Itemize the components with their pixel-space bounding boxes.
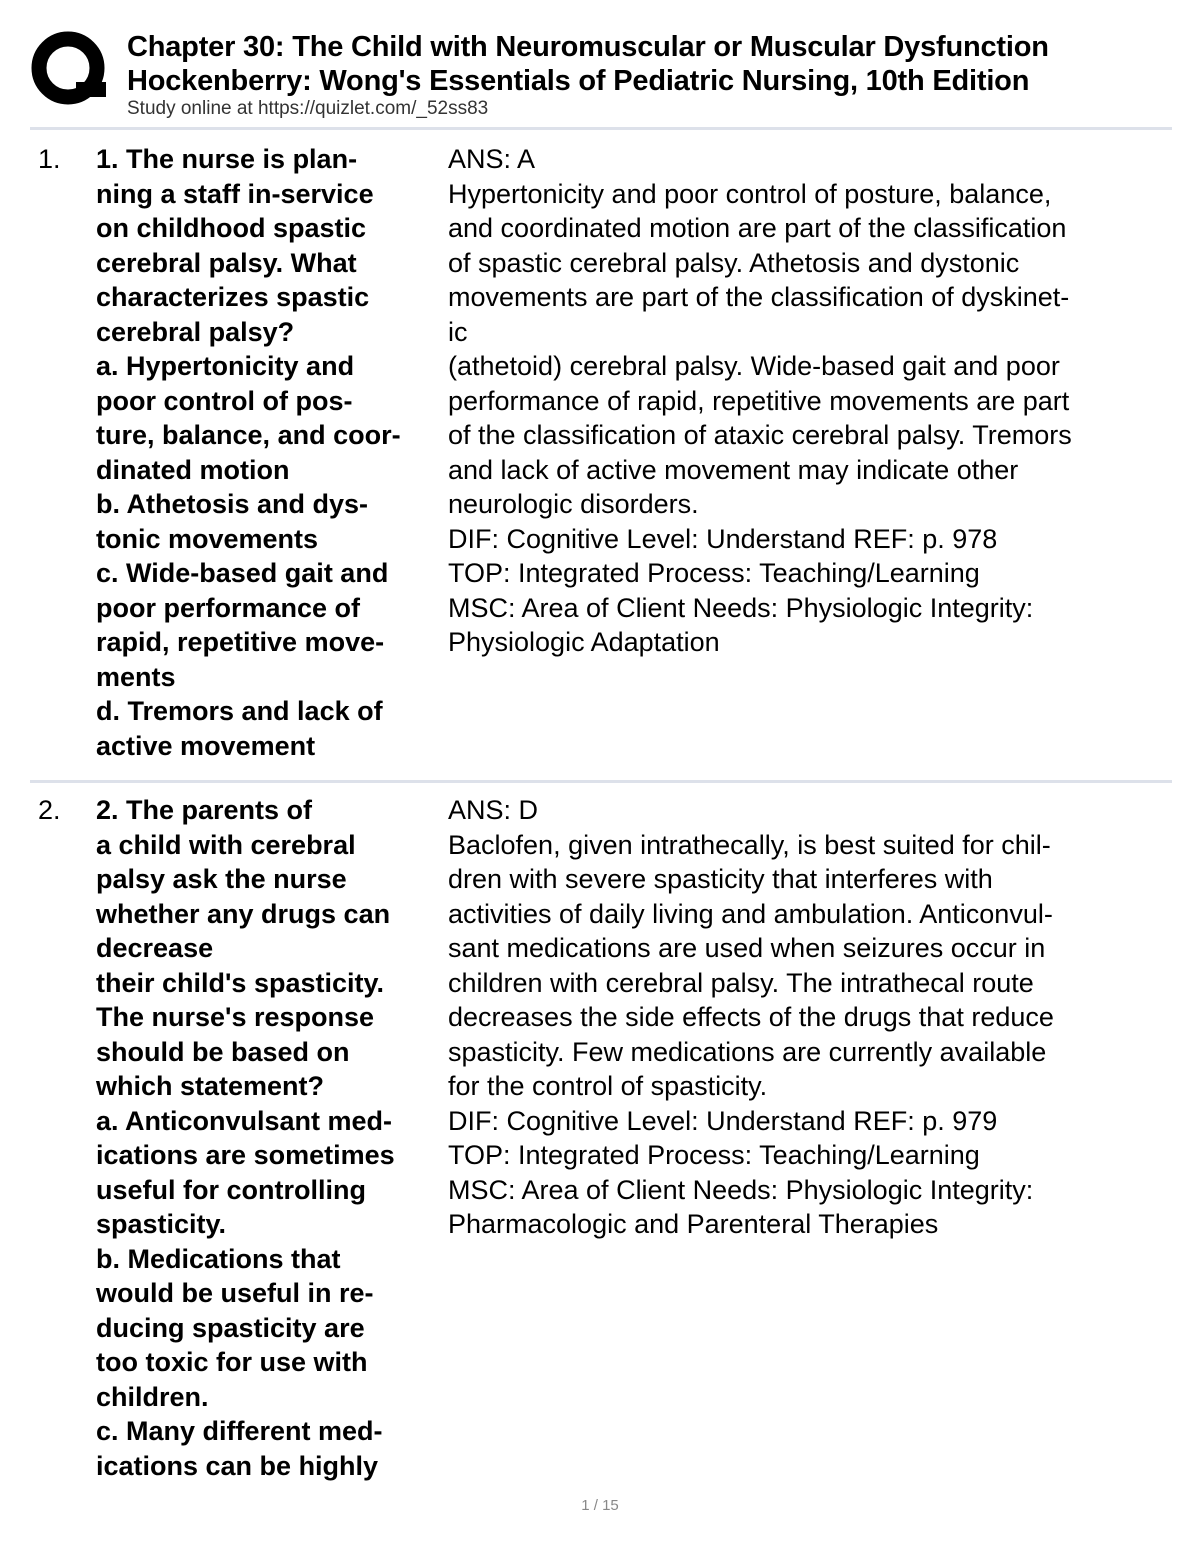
answer-line: Pharmacologic and Parenteral Therapies — [448, 1209, 939, 1239]
answer-line: MSC: Area of Client Needs: Physiologic Integrity: — [448, 592, 1034, 623]
question-line: dinated motion — [96, 454, 290, 485]
answer-line: spasticity. Few medications are currently available — [448, 1036, 1047, 1067]
answer-line: of spastic cerebral palsy. Athetosis and dystonic — [448, 247, 1020, 278]
answer-line: MSC: Area of Client Needs: Physiologic Integrity: — [448, 1174, 1034, 1205]
answer-line: ANS: D — [448, 795, 539, 825]
title-line-1: Chapter 30: The Child with Neuromuscular or Muscular Dysfunction — [127, 31, 1049, 63]
question-line: b. Athetosis and dys- — [96, 489, 369, 519]
question-line: c. Wide-based gait and — [96, 558, 389, 588]
question-line: ments — [96, 661, 176, 692]
answer-line: and coordinated motion are part of the classification — [448, 213, 1067, 243]
card-question — [96, 793, 441, 1483]
card-number: 1. — [38, 144, 61, 174]
question-line: active movement — [96, 730, 316, 761]
question-line: palsy ask the nurse — [96, 864, 347, 894]
question-line: The nurse's response — [96, 1002, 375, 1032]
answer-line: TOP: Integrated Process: Teaching/Learning — [448, 1140, 980, 1170]
question-line: 2. The parents of — [96, 795, 313, 825]
answer-line: children with cerebral palsy. The intrathecal route — [448, 967, 1034, 998]
question-line: spasticity. — [96, 1209, 227, 1239]
answer-line: decreases the side effects of the drugs that reduce — [448, 1002, 1054, 1032]
card-answer — [448, 793, 1168, 1242]
document-header — [127, 30, 1049, 120]
answer-line: ANS: A — [448, 144, 536, 174]
question-line: whether any drugs can — [96, 898, 391, 929]
answer-line: Physiologic Adaptation — [448, 627, 720, 657]
question-line: should be based on — [96, 1036, 350, 1067]
answer-line: DIF: Cognitive Level: Understand REF: p. 979 — [448, 1105, 998, 1136]
question-line: rapid, repetitive move- — [96, 627, 385, 657]
question-line: characterizes spastic — [96, 282, 370, 312]
answer-line: neurologic disorders. — [448, 489, 699, 519]
card-divider — [30, 780, 1172, 783]
question-line: ications are sometimes — [96, 1140, 395, 1170]
answer-line: DIF: Cognitive Level: Understand REF: p. 978 — [448, 523, 998, 554]
question-line: poor control of pos- — [96, 385, 353, 416]
answer-line: for the control of spasticity. — [448, 1071, 768, 1101]
quizlet-logo — [30, 30, 110, 110]
answer-line: movements are part of the classification of dyskinet- — [448, 282, 1070, 312]
question-line: b. Medications that — [96, 1243, 341, 1274]
question-line: useful for controlling — [96, 1174, 366, 1205]
question-line: a. Hypertonicity and — [96, 351, 355, 381]
question-line: tonic movements — [96, 523, 319, 554]
card-answer — [448, 142, 1168, 660]
card-number: 2. — [38, 795, 61, 825]
answer-line: ic — [448, 316, 468, 347]
question-line: ications can be highly — [96, 1450, 379, 1481]
question-line: 1. The nurse is plan- — [96, 144, 358, 174]
question-line: which statement? — [96, 1071, 325, 1101]
answer-line: performance of rapid, repetitive movements are part — [448, 385, 1070, 416]
study-online-link[interactable]: Study online at https://quizlet.com/_52ss83 — [127, 98, 489, 119]
question-line: a child with cerebral — [96, 829, 356, 860]
question-line: ning a staff in-service — [96, 178, 374, 209]
question-line: a. Anticonvulsant med- — [96, 1105, 393, 1136]
question-line: ducing spasticity are — [96, 1312, 365, 1343]
answer-line: of the classification of ataxic cerebral palsy. Tremors — [448, 420, 1072, 450]
answer-line: (athetoid) cerebral palsy. Wide-based gait and poor — [448, 351, 1060, 381]
question-line: poor performance of — [96, 592, 361, 623]
answer-line: dren with severe spasticity that interferes with — [448, 864, 993, 894]
question-line: cerebral palsy? — [96, 316, 295, 347]
answer-line: sant medications are used when seizures occur in — [448, 933, 1046, 963]
question-line: decrease — [96, 933, 214, 963]
question-line: d. Tremors and lack of — [96, 696, 383, 726]
question-line: too toxic for use with — [96, 1347, 368, 1377]
header-divider — [30, 127, 1172, 130]
question-line: ture, balance, and coor- — [96, 420, 401, 450]
question-line: would be useful in re- — [96, 1278, 374, 1308]
question-line: c. Many different med- — [96, 1416, 383, 1446]
title-line-2: Hockenberry: Wong's Essentials of Pediatric Nursing, 10th Edition — [127, 65, 1030, 97]
question-line: their child's spasticity. — [96, 967, 385, 998]
answer-line: activities of daily living and ambulation. Anticonvul- — [448, 898, 1053, 929]
question-line: children. — [96, 1381, 209, 1412]
card-question — [96, 142, 441, 763]
question-line: on childhood spastic — [96, 213, 367, 243]
answer-line: Hypertonicity and poor control of posture, balance, — [448, 178, 1052, 209]
answer-line: and lack of active movement may indicate other — [448, 454, 1019, 485]
page-number: 1 / 15 — [581, 1497, 619, 1514]
question-line: cerebral palsy. What — [96, 247, 357, 278]
answer-line: TOP: Integrated Process: Teaching/Learning — [448, 558, 980, 588]
quizlet-q-icon — [30, 30, 110, 110]
answer-line: Baclofen, given intrathecally, is best suited for chil- — [448, 829, 1051, 860]
